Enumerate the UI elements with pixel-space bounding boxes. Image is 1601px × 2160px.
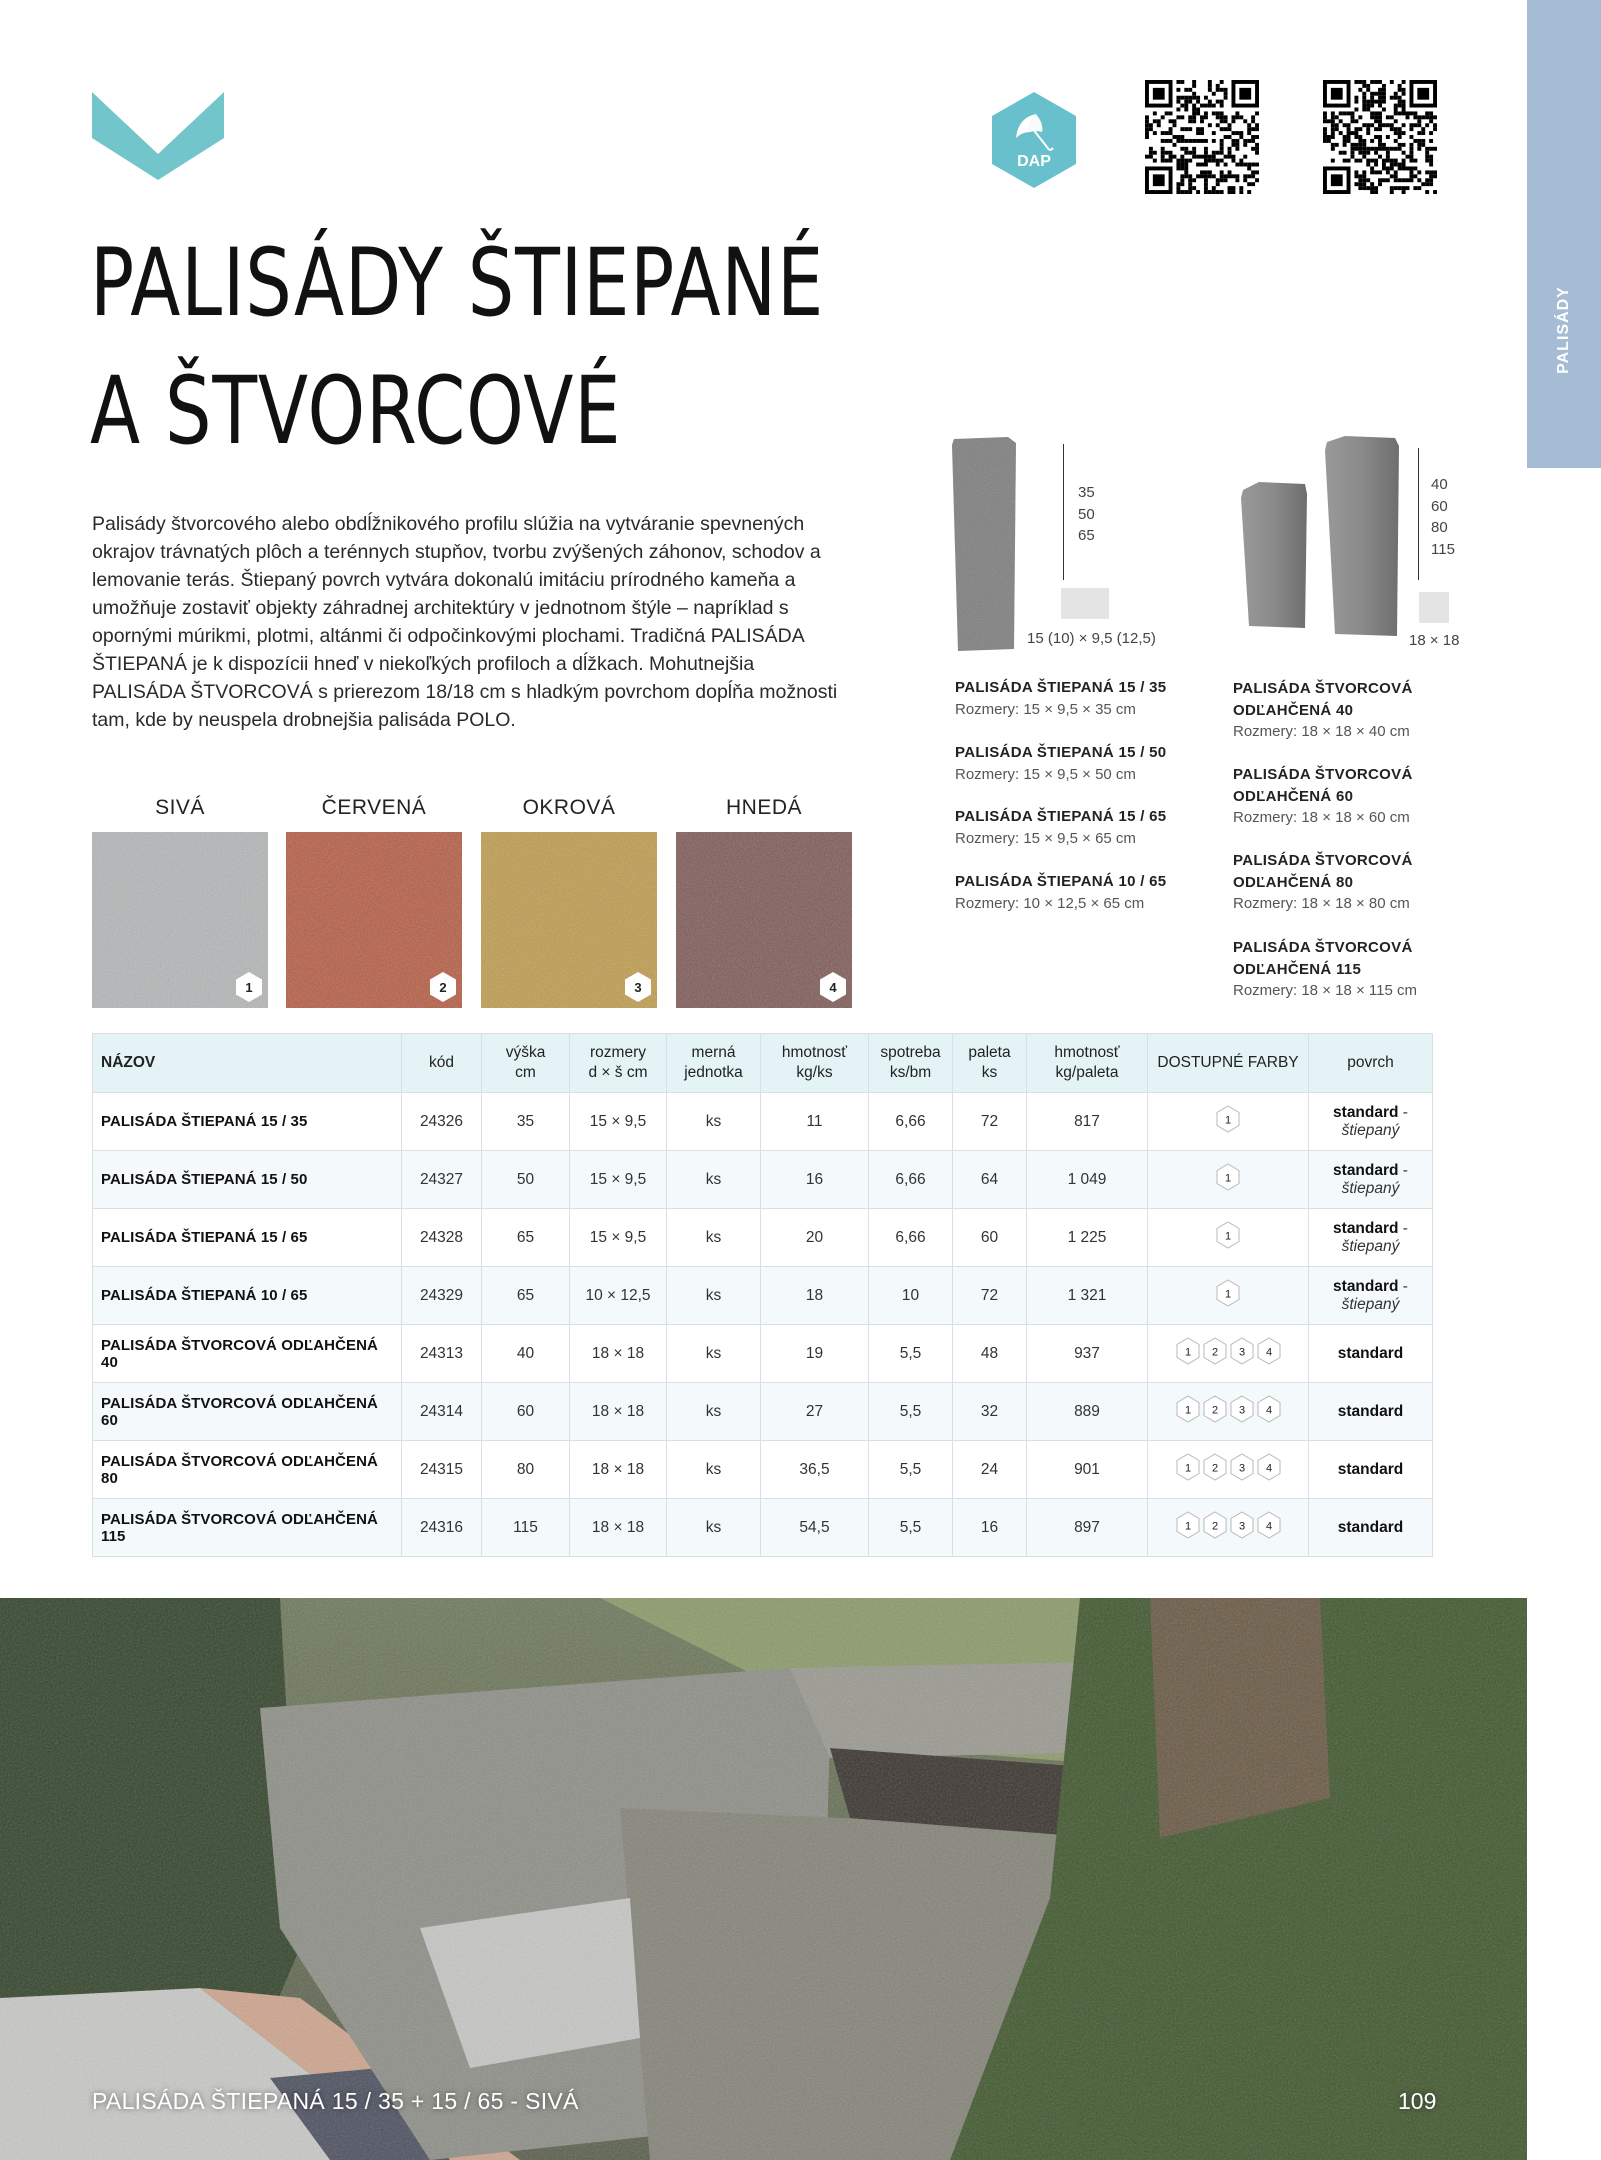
- cell-pallet-weight: 937: [1027, 1325, 1148, 1383]
- svg-text:2: 2: [1211, 1462, 1218, 1475]
- cell-pallet: 72: [953, 1267, 1027, 1325]
- cell-code: 24328: [402, 1209, 482, 1267]
- cell-unit: ks: [667, 1441, 761, 1499]
- cell-dims: 15 × 9,5: [570, 1093, 667, 1151]
- col-header: merná jednotka: [667, 1034, 761, 1093]
- table-header-row: [93, 1034, 1433, 1093]
- cell-pallet-weight: 901: [1027, 1441, 1148, 1499]
- cell-name: PALISÁDA ŠTIEPANÁ 10 / 65: [93, 1267, 402, 1325]
- cell-pallet-weight: 1 225: [1027, 1209, 1148, 1267]
- page-title: [90, 220, 824, 476]
- cell-pallet: 16: [953, 1499, 1027, 1557]
- svg-text:3: 3: [634, 980, 642, 995]
- col-header: NÁZOV: [93, 1034, 402, 1093]
- svg-text:3: 3: [1238, 1520, 1245, 1533]
- cell-code: 24329: [402, 1267, 482, 1325]
- svg-text:3: 3: [1238, 1404, 1245, 1417]
- spec-item: PALISÁDA ŠTVORCOVÁ ODĽAHČENÁ 60 Rozmery: 18 × 18 × 60 cm: [1233, 766, 1413, 826]
- color-swatch-siva: [92, 790, 268, 1008]
- cell-pallet-weight: 889: [1027, 1383, 1148, 1441]
- svg-text:3: 3: [1238, 1462, 1245, 1475]
- cell-consumption: 6,66: [869, 1093, 953, 1151]
- cell-pallet-weight: 897: [1027, 1499, 1148, 1557]
- cell-consumption: 6,66: [869, 1151, 953, 1209]
- cell-available-colors: [1148, 1209, 1309, 1267]
- cell-name: PALISÁDA ŠTVORCOVÁ ODĽAHČENÁ 115: [93, 1499, 402, 1557]
- cell-consumption: 10: [869, 1267, 953, 1325]
- cell-unit: ks: [667, 1151, 761, 1209]
- cell-unit: ks: [667, 1499, 761, 1557]
- cell-code: 24327: [402, 1151, 482, 1209]
- svg-text:4: 4: [1265, 1520, 1272, 1533]
- cell-height: 50: [482, 1151, 570, 1209]
- svg-text:4: 4: [829, 980, 837, 995]
- col-header: výška cm: [482, 1034, 570, 1093]
- cell-code: 24313: [402, 1325, 482, 1383]
- color-hex-badge: [1216, 1279, 1240, 1307]
- spec-item: PALISÁDA ŠTIEPANÁ 15 / 65 Rozmery: 15 × 9,5 × 65 cm: [955, 808, 1167, 847]
- col-header: DOSTUPNÉ FARBY: [1148, 1034, 1309, 1093]
- cell-available-colors: [1148, 1151, 1309, 1209]
- color-hex-badge: [1216, 1163, 1240, 1191]
- cell-dims: 18 × 18: [570, 1499, 667, 1557]
- table-row: [93, 1383, 1433, 1441]
- table-row: [93, 1267, 1433, 1325]
- cell-name: PALISÁDA ŠTIEPANÁ 15 / 50: [93, 1151, 402, 1209]
- svg-text:1: 1: [1224, 1114, 1232, 1127]
- title-line-2: A ŠTVORCOVÉ: [90, 357, 622, 466]
- color-hex-badge: [1257, 1337, 1281, 1365]
- svg-text:1: 1: [1224, 1230, 1232, 1243]
- spec-item: PALISÁDA ŠTIEPANÁ 15 / 50 Rozmery: 15 × 9,5 × 50 cm: [955, 744, 1167, 783]
- cell-height: 60: [482, 1383, 570, 1441]
- color-hex-badge: [1176, 1453, 1200, 1481]
- color-hex-badge: [1230, 1453, 1254, 1481]
- cell-surface: standard: [1309, 1499, 1433, 1557]
- color-hex-badge: [1176, 1511, 1200, 1539]
- cell-weight: 16: [761, 1151, 869, 1209]
- cell-dims: 10 × 12,5: [570, 1267, 667, 1325]
- color-swatch-hneda: [676, 790, 852, 1008]
- cell-unit: ks: [667, 1383, 761, 1441]
- cell-pallet-weight: 817: [1027, 1093, 1148, 1151]
- table-row: [93, 1325, 1433, 1383]
- color-number-badge: [236, 972, 262, 1002]
- spec-item: PALISÁDA ŠTVORCOVÁ ODĽAHČENÁ 40 Rozmery: 18 × 18 × 40 cm: [1233, 680, 1413, 740]
- page-number: 109: [1398, 2088, 1437, 2114]
- svg-text:1: 1: [245, 980, 253, 995]
- svg-text:2: 2: [1211, 1404, 1218, 1417]
- cell-weight: 20: [761, 1209, 869, 1267]
- qr-code[interactable]: [1323, 80, 1437, 194]
- cell-unit: ks: [667, 1093, 761, 1151]
- split-section: 15 (10) × 9,5 (12,5): [1027, 630, 1156, 647]
- cell-code: 24314: [402, 1383, 482, 1441]
- cell-height: 80: [482, 1441, 570, 1499]
- color-hex-badge: [1203, 1337, 1227, 1365]
- badge-label: DAP: [1017, 153, 1051, 170]
- cell-height: 35: [482, 1093, 570, 1151]
- table-row: [93, 1499, 1433, 1557]
- cell-name: PALISÁDA ŠTVORCOVÁ ODĽAHČENÁ 60: [93, 1383, 402, 1441]
- split-palisade-image: [950, 435, 1020, 655]
- cell-weight: 36,5: [761, 1441, 869, 1499]
- svg-text:4: 4: [1265, 1462, 1272, 1475]
- spec-item: PALISÁDA ŠTIEPANÁ 15 / 35 Rozmery: 15 × 9,5 × 35 cm: [955, 679, 1167, 718]
- split-heights: 35 50 65: [1078, 484, 1095, 544]
- height-dimension-line: [1063, 444, 1064, 580]
- cell-surface: standard - štiepaný: [1309, 1151, 1433, 1209]
- color-label: SIVÁ: [155, 796, 205, 819]
- cell-unit: ks: [667, 1209, 761, 1267]
- cell-dims: 15 × 9,5: [570, 1151, 667, 1209]
- cell-name: PALISÁDA ŠTVORCOVÁ ODĽAHČENÁ 40: [93, 1325, 402, 1383]
- cell-weight: 19: [761, 1325, 869, 1383]
- svg-text:1: 1: [1184, 1462, 1191, 1475]
- color-hex-badge: [1230, 1395, 1254, 1423]
- cell-available-colors: [1148, 1441, 1309, 1499]
- color-hex-badge: [1257, 1453, 1281, 1481]
- cell-consumption: 5,5: [869, 1383, 953, 1441]
- cell-code: 24315: [402, 1441, 482, 1499]
- col-header: hmotnosť kg/paleta: [1027, 1034, 1148, 1093]
- cross-section-box: [1419, 592, 1449, 623]
- cross-section-box: [1061, 588, 1109, 619]
- cell-pallet: 64: [953, 1151, 1027, 1209]
- cell-unit: ks: [667, 1325, 761, 1383]
- cell-available-colors: [1148, 1267, 1309, 1325]
- svg-text:4: 4: [1265, 1346, 1272, 1359]
- product-table: [92, 1033, 1433, 1557]
- col-header: povrch: [1309, 1034, 1433, 1093]
- cell-weight: 27: [761, 1383, 869, 1441]
- cell-weight: 18: [761, 1267, 869, 1325]
- cell-available-colors: [1148, 1093, 1309, 1151]
- color-hex-badge: [1203, 1453, 1227, 1481]
- cell-name: PALISÁDA ŠTVORCOVÁ ODĽAHČENÁ 80: [93, 1441, 402, 1499]
- cell-pallet: 48: [953, 1325, 1027, 1383]
- cell-pallet: 24: [953, 1441, 1027, 1499]
- svg-text:1: 1: [1184, 1346, 1191, 1359]
- cell-height: 65: [482, 1267, 570, 1325]
- color-label: ČERVENÁ: [321, 796, 427, 819]
- color-sample: [286, 832, 462, 1008]
- cell-name: PALISÁDA ŠTIEPANÁ 15 / 35: [93, 1093, 402, 1151]
- table-row: [93, 1093, 1433, 1151]
- svg-text:1: 1: [1224, 1172, 1232, 1185]
- cell-surface: standard: [1309, 1383, 1433, 1441]
- cell-consumption: 6,66: [869, 1209, 953, 1267]
- cell-code: 24316: [402, 1499, 482, 1557]
- color-hex-badge: [1230, 1337, 1254, 1365]
- svg-text:1: 1: [1184, 1404, 1191, 1417]
- table-row: [93, 1209, 1433, 1267]
- color-hex-badge: [1216, 1221, 1240, 1249]
- cell-height: 115: [482, 1499, 570, 1557]
- cell-unit: ks: [667, 1267, 761, 1325]
- height-dimension-line: [1418, 448, 1419, 580]
- color-sample: [676, 832, 852, 1008]
- color-hex-badge: [1203, 1395, 1227, 1423]
- color-hex-badge: [1176, 1337, 1200, 1365]
- photo-caption: PALISÁDA ŠTIEPANÁ 15 / 35 + 15 / 65 - SIVÁ: [92, 2088, 579, 2114]
- color-swatch-cervena: [286, 790, 462, 1008]
- cell-surface: standard: [1309, 1441, 1433, 1499]
- col-header: spotreba ks/bm: [869, 1034, 953, 1093]
- title-line-1: PALISÁDY ŠTIEPANÉ: [90, 229, 825, 338]
- col-header: rozmery d × š cm: [570, 1034, 667, 1093]
- col-header: paleta ks: [953, 1034, 1027, 1093]
- cell-surface: standard - štiepaný: [1309, 1209, 1433, 1267]
- cell-available-colors: [1148, 1499, 1309, 1557]
- color-number-badge: [820, 972, 846, 1002]
- color-hex-badge: [1216, 1105, 1240, 1133]
- square-palisade-image: [1235, 432, 1405, 642]
- color-hex-badge: [1230, 1511, 1254, 1539]
- cell-pallet: 60: [953, 1209, 1027, 1267]
- color-sample: [92, 832, 268, 1008]
- svg-text:2: 2: [439, 980, 447, 995]
- spec-item: PALISÁDA ŠTIEPANÁ 10 / 65 Rozmery: 10 × 12,5 × 65 cm: [955, 873, 1167, 912]
- color-label: OKROVÁ: [522, 796, 616, 819]
- garden-photo: [0, 1598, 1527, 2160]
- product-description: Palisády štvorcového alebo obdĺžnikového profilu slúžia na vytváranie spevnených okrajov trávnatých plôch a terénnych stupňov, tvorbu zvýšených záhonov, schodov a lemovanie terás. Štiepaný povrch vytvára dokonalú imitáciu prírodného kameňa a umožňuje zostaviť objekty záhradnej architektúry v jednotnom štýle – napríklad s opornými múrikmi, plotmi, altánmi či odpočinkovými plochami. Tradičná PALISÁDA ŠTIEPANÁ je k dispozícii hneď v niekoľkých profiloch a dĺžkach. Mohutnejšia PALISÁDA ŠTVORCOVÁ s prierezom 18/18 cm s hladkým povrchom dopĺňa možnosti tam, kde by neuspela drobnejšia palisáda POLO.: [92, 513, 838, 731]
- cell-height: 40: [482, 1325, 570, 1383]
- svg-text:2: 2: [1211, 1520, 1218, 1533]
- cell-consumption: 5,5: [869, 1499, 953, 1557]
- color-number-badge: [625, 972, 651, 1002]
- cell-surface: standard - štiepaný: [1309, 1267, 1433, 1325]
- cell-available-colors: [1148, 1383, 1309, 1441]
- svg-text:2: 2: [1211, 1346, 1218, 1359]
- cell-code: 24326: [402, 1093, 482, 1151]
- color-number-badge: [430, 972, 456, 1002]
- cell-pallet-weight: 1 049: [1027, 1151, 1148, 1209]
- section-tab-label: PALISÁDY: [1555, 286, 1572, 374]
- color-sample: [481, 832, 657, 1008]
- cell-pallet: 32: [953, 1383, 1027, 1441]
- dap-badge: [992, 92, 1076, 188]
- square-section: 18 × 18: [1409, 632, 1460, 649]
- spec-item: PALISÁDA ŠTVORCOVÁ ODĽAHČENÁ 80 Rozmery: 18 × 18 × 80 cm: [1233, 852, 1413, 912]
- color-hex-badge: [1176, 1395, 1200, 1423]
- chevron-down-icon: [92, 92, 224, 180]
- section-tab: [1527, 0, 1601, 468]
- cell-pallet-weight: 1 321: [1027, 1267, 1148, 1325]
- cell-dims: 18 × 18: [570, 1325, 667, 1383]
- cell-pallet: 72: [953, 1093, 1027, 1151]
- svg-text:3: 3: [1238, 1346, 1245, 1359]
- qr-code[interactable]: [1145, 80, 1259, 194]
- square-heights: 40 60 80 115: [1431, 476, 1455, 558]
- cell-surface: standard - štiepaný: [1309, 1093, 1433, 1151]
- color-swatch-okrova: [481, 790, 657, 1008]
- table-row: [93, 1441, 1433, 1499]
- cell-weight: 11: [761, 1093, 869, 1151]
- cell-dims: 18 × 18: [570, 1383, 667, 1441]
- spec-item: PALISÁDA ŠTVORCOVÁ ODĽAHČENÁ 115 Rozmery: 18 × 18 × 115 cm: [1233, 939, 1417, 999]
- cell-available-colors: [1148, 1325, 1309, 1383]
- color-label: HNEDÁ: [725, 796, 802, 819]
- cell-consumption: 5,5: [869, 1325, 953, 1383]
- color-hex-badge: [1203, 1511, 1227, 1539]
- color-hex-badge: [1257, 1395, 1281, 1423]
- cell-surface: standard: [1309, 1325, 1433, 1383]
- svg-text:1: 1: [1224, 1288, 1232, 1301]
- svg-text:4: 4: [1265, 1404, 1272, 1417]
- color-hex-badge: [1257, 1511, 1281, 1539]
- cell-dims: 18 × 18: [570, 1441, 667, 1499]
- svg-text:1: 1: [1184, 1520, 1191, 1533]
- cell-name: PALISÁDA ŠTIEPANÁ 15 / 65: [93, 1209, 402, 1267]
- col-header: hmotnosť kg/ks: [761, 1034, 869, 1093]
- cell-consumption: 5,5: [869, 1441, 953, 1499]
- col-header: kód: [402, 1034, 482, 1093]
- cell-dims: 15 × 9,5: [570, 1209, 667, 1267]
- cell-weight: 54,5: [761, 1499, 869, 1557]
- cell-height: 65: [482, 1209, 570, 1267]
- table-row: [93, 1151, 1433, 1209]
